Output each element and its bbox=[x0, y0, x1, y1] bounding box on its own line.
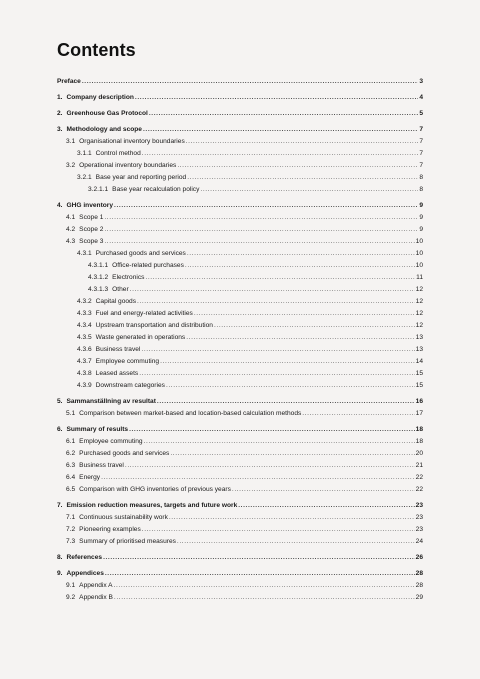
toc-entry-number: 1. bbox=[57, 94, 63, 101]
toc-entry-appendix-a[interactable] bbox=[57, 580, 423, 592]
toc-entry-label: Downstream categories bbox=[95, 382, 165, 389]
toc-entry-page: 3 bbox=[419, 78, 423, 85]
toc-entry-number: 4.3.7 bbox=[77, 358, 92, 365]
toc-entry-number: 4.3.1 bbox=[77, 250, 92, 257]
toc-entry-preface[interactable] bbox=[57, 76, 423, 88]
toc-entry-number: 4.3.5 bbox=[77, 334, 92, 341]
toc-entry-number: 2. bbox=[57, 110, 63, 117]
toc-entry-page: 23 bbox=[415, 502, 423, 509]
dot-leader bbox=[232, 484, 415, 496]
toc-entry-label: Scope 3 bbox=[79, 238, 104, 245]
toc-entry-scope-3[interactable] bbox=[57, 236, 423, 248]
toc-entry-page: 12 bbox=[415, 286, 423, 293]
toc-entry-comparison-methods[interactable] bbox=[57, 408, 423, 420]
toc-entry-label: Energy bbox=[79, 474, 101, 481]
dot-leader bbox=[186, 332, 414, 344]
toc-entry-page: 5 bbox=[419, 110, 423, 117]
toc-entry-results-purchased-goods[interactable] bbox=[57, 448, 423, 460]
toc-entry-page: 10 bbox=[415, 262, 423, 269]
toc-entry-pioneering-examples[interactable] bbox=[57, 524, 423, 536]
dot-leader bbox=[194, 308, 415, 320]
toc-entry-number: 7.2 bbox=[66, 526, 76, 533]
dot-leader bbox=[142, 524, 415, 536]
toc-entry-other[interactable] bbox=[57, 284, 423, 296]
toc-entry-label: References bbox=[66, 554, 103, 561]
toc-entry-page: 14 bbox=[415, 358, 423, 365]
toc-entry-page: 12 bbox=[415, 310, 423, 317]
toc-entry-number: 9. bbox=[57, 570, 63, 577]
toc-entry-number: 9.2 bbox=[66, 594, 76, 601]
toc-entry-number: 6.2 bbox=[66, 450, 76, 457]
toc-entry-summary-results[interactable] bbox=[57, 424, 423, 436]
toc-entry-sammanstallning[interactable] bbox=[57, 396, 423, 408]
dot-leader bbox=[185, 260, 415, 272]
toc-entry-label: Office-related purchases bbox=[112, 262, 184, 269]
toc-entry-label: Purchased goods and services bbox=[95, 250, 186, 257]
toc-entry-label: Fuel and energy-related activities bbox=[95, 310, 193, 317]
dot-leader bbox=[170, 448, 414, 460]
dot-leader bbox=[141, 344, 414, 356]
toc-entry-scope-1[interactable] bbox=[57, 212, 423, 224]
table-of-contents bbox=[57, 76, 423, 604]
toc-entry-page: 7 bbox=[419, 126, 423, 133]
dot-leader bbox=[114, 200, 418, 212]
toc-entry-appendix-b[interactable] bbox=[57, 592, 423, 604]
toc-entry-base-year[interactable] bbox=[57, 172, 423, 184]
toc-entry-label: Employee commuting bbox=[79, 438, 143, 445]
toc-entry-number: 3.1.1 bbox=[77, 150, 92, 157]
toc-entry-results-comparison[interactable] bbox=[57, 484, 423, 496]
toc-entry-electronics[interactable] bbox=[57, 272, 423, 284]
toc-entry-number: 6.3 bbox=[66, 462, 76, 469]
toc-entry-ghg-protocol[interactable] bbox=[57, 108, 423, 120]
toc-entry-number: 9.1 bbox=[66, 582, 76, 589]
toc-entry-office-purchases[interactable] bbox=[57, 260, 423, 272]
dot-leader bbox=[130, 284, 415, 296]
dot-leader bbox=[144, 436, 415, 448]
toc-entry-label: Waste generated in operations bbox=[95, 334, 186, 341]
dot-leader bbox=[214, 320, 415, 332]
toc-entry-label: Appendix B bbox=[79, 594, 113, 601]
toc-entry-company-description[interactable] bbox=[57, 92, 423, 104]
dot-leader bbox=[125, 460, 415, 472]
toc-entry-page: 23 bbox=[415, 526, 423, 533]
toc-entry-page: 13 bbox=[415, 346, 423, 353]
toc-entry-fuel-energy[interactable] bbox=[57, 308, 423, 320]
dot-leader bbox=[157, 396, 415, 408]
toc-entry-continuous-work[interactable] bbox=[57, 512, 423, 524]
dot-leader bbox=[169, 512, 415, 524]
toc-entry-page: 28 bbox=[415, 582, 423, 589]
toc-entry-page: 29 bbox=[415, 594, 423, 601]
toc-entry-label: Business travel bbox=[79, 462, 124, 469]
toc-entry-page: 8 bbox=[419, 174, 423, 181]
toc-entry-downstream[interactable] bbox=[57, 380, 423, 392]
toc-entry-page: 20 bbox=[415, 450, 423, 457]
dot-leader bbox=[104, 224, 418, 236]
dot-leader bbox=[166, 380, 415, 392]
toc-entry-page: 8 bbox=[419, 186, 423, 193]
toc-entry-number: 3.1 bbox=[66, 138, 76, 145]
toc-entry-results-commuting[interactable] bbox=[57, 436, 423, 448]
toc-entry-results-business-travel[interactable] bbox=[57, 460, 423, 472]
dot-leader bbox=[145, 272, 415, 284]
toc-entry-references[interactable] bbox=[57, 552, 423, 564]
dot-leader bbox=[137, 296, 415, 308]
toc-entry-page: 22 bbox=[415, 486, 423, 493]
toc-entry-employee-commuting[interactable] bbox=[57, 356, 423, 368]
dot-leader bbox=[187, 248, 415, 260]
toc-entry-number: 7. bbox=[57, 502, 63, 509]
dot-leader bbox=[177, 160, 418, 172]
toc-entry-number: 3.2.1.1 bbox=[88, 186, 109, 193]
toc-entry-page: 12 bbox=[415, 298, 423, 305]
toc-entry-page: 9 bbox=[419, 226, 423, 233]
toc-entry-label: GHG inventory bbox=[66, 202, 114, 209]
toc-entry-page: 10 bbox=[415, 250, 423, 257]
toc-entry-label: Employee commuting bbox=[95, 358, 160, 365]
toc-entry-leased-assets[interactable] bbox=[57, 368, 423, 380]
toc-entry-number: 4.3.6 bbox=[77, 346, 92, 353]
toc-entry-capital-goods[interactable] bbox=[57, 296, 423, 308]
toc-entry-page: 18 bbox=[415, 438, 423, 445]
toc-entry-label: Base year and reporting period bbox=[95, 174, 187, 181]
toc-entry-page: 17 bbox=[415, 410, 423, 417]
toc-entry-page: 23 bbox=[415, 514, 423, 521]
toc-entry-label: Control method bbox=[95, 150, 141, 157]
toc-entry-scope-2[interactable] bbox=[57, 224, 423, 236]
toc-entry-number: 4. bbox=[57, 202, 63, 209]
toc-entry-number: 4.3.1.1 bbox=[88, 262, 109, 269]
toc-entry-page: 28 bbox=[415, 570, 423, 577]
toc-entry-business-travel[interactable] bbox=[57, 344, 423, 356]
toc-entry-label: Other bbox=[112, 286, 129, 293]
dot-leader bbox=[302, 408, 414, 420]
dot-leader bbox=[186, 136, 419, 148]
toc-entry-number: 4.2 bbox=[66, 226, 76, 233]
toc-entry-page: 7 bbox=[419, 162, 423, 169]
toc-entry-number: 7.3 bbox=[66, 538, 76, 545]
toc-entry-page: 22 bbox=[415, 474, 423, 481]
dot-leader bbox=[177, 536, 415, 548]
toc-entry-page: 7 bbox=[419, 138, 423, 145]
toc-entry-label: Operational inventory boundaries bbox=[79, 162, 177, 169]
toc-entry-page: 13 bbox=[415, 334, 423, 341]
toc-entry-page: 11 bbox=[416, 274, 423, 281]
dot-leader bbox=[142, 148, 419, 160]
toc-entry-purchased-goods[interactable] bbox=[57, 248, 423, 260]
toc-entry-appendices[interactable] bbox=[57, 568, 423, 580]
toc-entry-label: Purchased goods and services bbox=[79, 450, 170, 457]
toc-entry-number: 4.3 bbox=[66, 238, 76, 245]
toc-entry-label: Preface bbox=[57, 78, 81, 85]
toc-entry-page: 4 bbox=[419, 94, 423, 101]
toc-entry-base-year-recalculation[interactable] bbox=[57, 184, 423, 196]
toc-entry-methodology[interactable] bbox=[57, 124, 423, 136]
toc-entry-number: 4.3.1.2 bbox=[88, 274, 109, 281]
toc-entry-prioritised-measures[interactable] bbox=[57, 536, 423, 548]
toc-entry-page: 7 bbox=[419, 150, 423, 157]
dot-leader bbox=[104, 212, 418, 224]
dot-leader bbox=[187, 172, 418, 184]
toc-entry-label: Summary of prioritised measures bbox=[79, 538, 176, 545]
toc-entry-number: 3. bbox=[57, 126, 63, 133]
toc-entry-number: 5.1 bbox=[66, 410, 76, 417]
toc-entry-number: 6.1 bbox=[66, 438, 76, 445]
toc-entry-upstream-transport[interactable] bbox=[57, 320, 423, 332]
dot-leader bbox=[105, 568, 415, 580]
dot-leader bbox=[82, 76, 418, 88]
toc-entry-label: Scope 2 bbox=[79, 226, 104, 233]
toc-entry-number: 4.3.3 bbox=[77, 310, 92, 317]
toc-entry-control-method[interactable] bbox=[57, 148, 423, 160]
toc-entry-label: Appendix A bbox=[79, 582, 113, 589]
toc-entry-page: 15 bbox=[415, 370, 423, 377]
toc-entry-label: Electronics bbox=[112, 274, 145, 281]
toc-entry-ghg-inventory[interactable] bbox=[57, 200, 423, 212]
toc-entry-number: 3.2 bbox=[66, 162, 76, 169]
toc-entry-number: 4.1 bbox=[66, 214, 76, 221]
toc-entry-page: 9 bbox=[419, 202, 423, 209]
toc-entry-results-energy[interactable] bbox=[57, 472, 423, 484]
toc-entry-page: 12 bbox=[415, 322, 423, 329]
dot-leader bbox=[149, 108, 418, 120]
toc-entry-number: 4.3.2 bbox=[77, 298, 92, 305]
toc-entry-label: Scope 1 bbox=[79, 214, 104, 221]
toc-entry-page: 15 bbox=[415, 382, 423, 389]
toc-entry-number: 8. bbox=[57, 554, 63, 561]
toc-entry-number: 4.3.4 bbox=[77, 322, 92, 329]
toc-entry-number: 6.4 bbox=[66, 474, 76, 481]
toc-entry-page: 16 bbox=[415, 398, 423, 405]
dot-leader bbox=[238, 500, 414, 512]
toc-entry-page: 21 bbox=[415, 462, 423, 469]
toc-entry-number: 3.2.1 bbox=[77, 174, 92, 181]
toc-entry-number: 7.1 bbox=[66, 514, 76, 521]
toc-entry-label: Comparison between market-based and location-based calculation methods bbox=[79, 410, 302, 417]
toc-entry-number: 4.3.1.3 bbox=[88, 286, 109, 293]
toc-entry-label: Capital goods bbox=[95, 298, 136, 305]
dot-leader bbox=[104, 236, 414, 248]
dot-leader bbox=[135, 92, 418, 104]
toc-entry-number: 6.5 bbox=[66, 486, 76, 493]
toc-entry-emission-reduction[interactable] bbox=[57, 500, 423, 512]
dot-leader bbox=[114, 580, 415, 592]
toc-entry-label: Appendices bbox=[66, 570, 104, 577]
toc-entry-label: Business travel bbox=[95, 346, 141, 353]
toc-entry-operational-boundaries[interactable] bbox=[57, 160, 423, 172]
toc-entry-label: Greenhouse Gas Protocol bbox=[66, 110, 148, 117]
toc-entry-label: Summary of results bbox=[66, 426, 129, 433]
toc-entry-label: Comparison with GHG inventories of previous years bbox=[79, 486, 231, 493]
toc-entry-label: Company description bbox=[66, 94, 134, 101]
dot-leader bbox=[139, 368, 414, 380]
toc-entry-page: 10 bbox=[415, 238, 423, 245]
toc-entry-organisational-boundaries[interactable] bbox=[57, 136, 423, 148]
page-title: Contents bbox=[57, 40, 136, 60]
toc-entry-page: 18 bbox=[415, 426, 423, 433]
dot-leader bbox=[101, 472, 415, 484]
dot-leader bbox=[143, 124, 418, 136]
toc-entry-label: Leased assets bbox=[95, 370, 139, 377]
dot-leader bbox=[200, 184, 418, 196]
dot-leader bbox=[129, 424, 415, 436]
toc-entry-number: 5. bbox=[57, 398, 63, 405]
toc-entry-page: 24 bbox=[415, 538, 423, 545]
dot-leader bbox=[114, 592, 415, 604]
toc-entry-number: 4.3.8 bbox=[77, 370, 92, 377]
toc-entry-waste[interactable] bbox=[57, 332, 423, 344]
toc-entry-label: Organisational inventory boundaries bbox=[79, 138, 185, 145]
toc-entry-page: 9 bbox=[419, 214, 423, 221]
toc-entry-number: 4.3.9 bbox=[77, 382, 92, 389]
toc-entry-page: 26 bbox=[415, 554, 423, 561]
toc-entry-label: Methodology and scope bbox=[66, 126, 142, 133]
toc-entry-label: Sammanställning av resultat bbox=[66, 398, 156, 405]
toc-entry-label: Continuous sustainability work bbox=[79, 514, 168, 521]
dot-leader bbox=[103, 552, 415, 564]
dot-leader bbox=[160, 356, 415, 368]
toc-entry-label: Emission reduction measures, targets and future work bbox=[66, 502, 238, 509]
toc-entry-label: Upstream transportation and distribution bbox=[95, 322, 213, 329]
toc-entry-number: 6. bbox=[57, 426, 63, 433]
toc-entry-label: Pioneering examples bbox=[79, 526, 141, 533]
toc-entry-label: Base year recalculation policy bbox=[112, 186, 200, 193]
